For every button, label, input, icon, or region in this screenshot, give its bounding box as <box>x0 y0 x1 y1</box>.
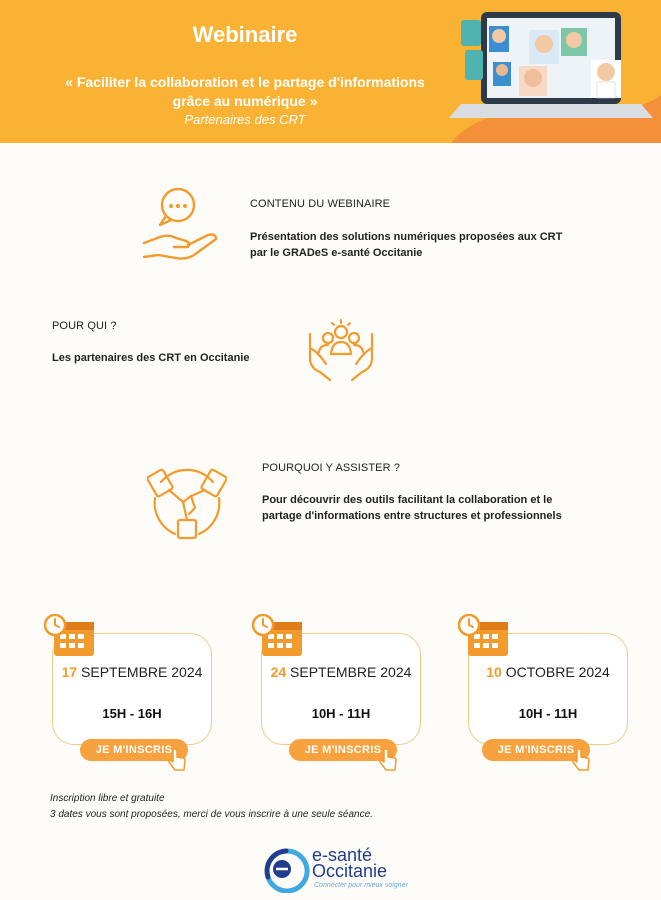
register-button-1[interactable]: JE M'INSCRIS <box>80 739 188 761</box>
pourquoi-text <box>262 492 562 524</box>
header-banner <box>0 0 661 143</box>
pourquoi-text-line-2: partage d'informations entre structures et professionnels <box>262 510 562 522</box>
pourquoi-text-line-1: Pour découvrir des outils facilitant la collaboration et le <box>262 494 553 506</box>
subtitle-line-2: grâce au numérique » <box>172 93 318 109</box>
session-day: 24 <box>270 664 287 680</box>
register-button-3[interactable]: JE M'INSCRIS <box>482 739 590 761</box>
session-month: SEPTEMBRE 2024 <box>290 664 412 680</box>
session-day: 17 <box>61 664 78 680</box>
contenu-text <box>250 229 562 261</box>
partners-label: Partenaires des CRT <box>184 112 306 127</box>
session-time: 10H - 11H <box>311 706 371 721</box>
calendar-clock-icon <box>458 614 510 658</box>
subtitle-line-1: « Faciliter la collaboration et le partage d'informations <box>65 74 425 90</box>
registration-note: Inscription libre et gratuite <box>50 793 165 804</box>
contenu-text-line-1: Présentation des solutions numériques proposées aux CRT <box>250 231 563 243</box>
laptop-video-call-illustration <box>441 0 661 143</box>
logo-tagline: Connecter pour mieux soigner <box>314 882 408 889</box>
pointer-hand-icon <box>377 748 399 772</box>
contenu-heading: CONTENU DU WEBINAIRE <box>250 198 391 210</box>
session-choice-note: 3 dates vous sont proposées, merci de vous inscrire à une seule séance. <box>50 809 373 820</box>
chat-hand-icon <box>140 183 220 263</box>
pointer-hand-icon <box>166 748 188 772</box>
session-date <box>262 664 420 680</box>
pourquoi-heading: POURQUOI Y ASSISTER ? <box>262 462 401 474</box>
pour-qui-heading: POUR QUI ? <box>52 320 117 332</box>
session-time: 10H - 11H <box>518 706 578 721</box>
session-day: 10 <box>486 664 502 680</box>
pour-qui-text: Les partenaires des CRT en Occitanie <box>52 352 250 364</box>
handshake-circle-icon <box>147 462 227 542</box>
logo-region: Occitanie <box>312 861 388 881</box>
session-month: SEPTEMBRE 2024 <box>81 664 203 680</box>
session-date <box>469 664 627 680</box>
people-hands-icon <box>304 318 378 384</box>
logo-name: e-santé <box>312 845 373 865</box>
session-month: OCTOBRE 2024 <box>505 664 610 680</box>
register-button-2[interactable]: JE M'INSCRIS <box>289 739 397 761</box>
webinar-subtitle <box>0 73 490 111</box>
page-title: Webinaire <box>192 22 298 47</box>
calendar-clock-icon <box>44 614 96 658</box>
session-time: 15H - 16H <box>102 706 162 721</box>
esante-logo-mark-icon <box>262 847 310 893</box>
calendar-clock-icon <box>252 614 304 658</box>
session-date <box>53 664 211 680</box>
contenu-text-line-2: par le GRADeS e-santé Occitanie <box>250 247 423 259</box>
pointer-hand-icon <box>570 748 592 772</box>
esante-occitanie-logo <box>262 845 412 895</box>
